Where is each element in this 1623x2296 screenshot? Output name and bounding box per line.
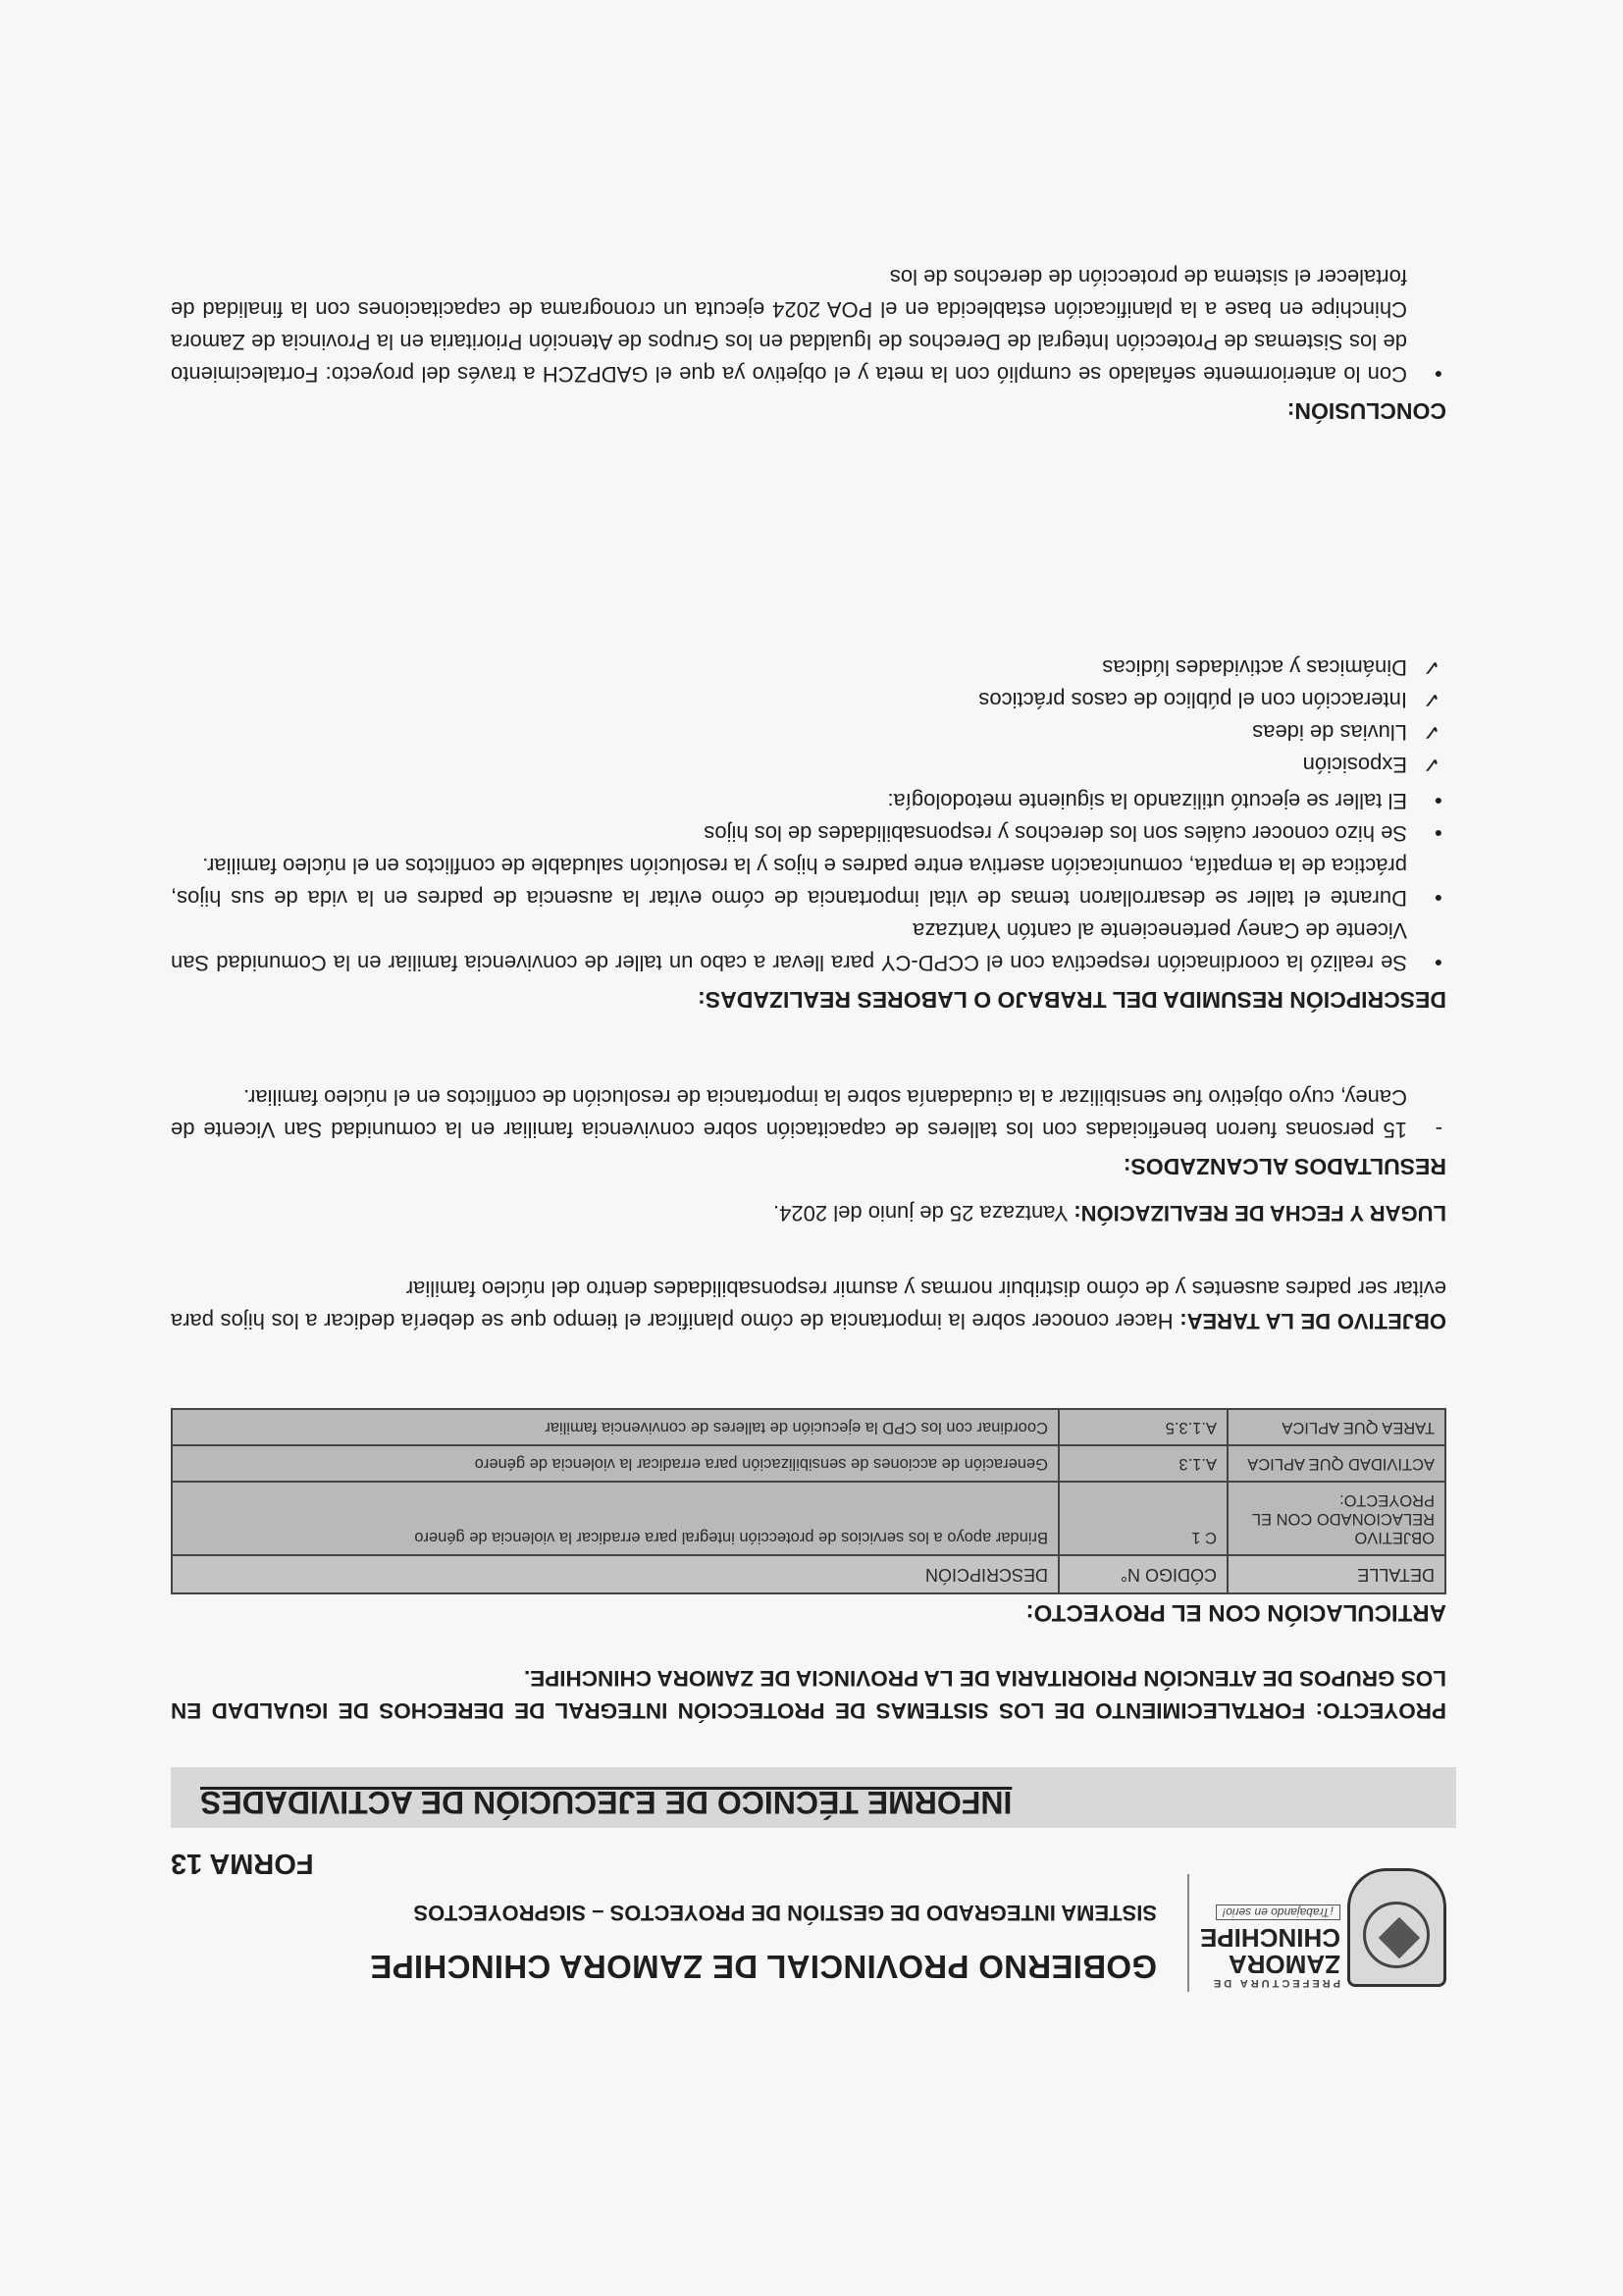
methodology-list [171,652,1446,781]
conclusion-title: CONCLUSIÓN: [1286,398,1446,424]
header-descripcion: DESCRIPCIÓN [172,1555,1059,1593]
description-list [171,785,1446,979]
project-label: PROYECTO: [1315,1698,1446,1723]
articulation-title: ARTICULACIÓN CON EL PROYECTO: [1025,1599,1446,1626]
objective-label: OBJETIVO DE LA TAREA: [1179,1309,1446,1333]
place-date-label: LUGAR Y FECHA DE REALIZACIÓN: [1073,1201,1446,1226]
table-row [172,1445,1445,1482]
description-title: DESCRIPCIÓN RESUMIDA DEL TRABAJO O LABORES REALIZADAS: [698,987,1446,1013]
list-item: ✓ Exposición [171,749,1446,781]
conclusion-list [171,261,1446,391]
results-title: RESULTADOS ALCANZADOS: [1123,1154,1446,1179]
logo-text [1183,1904,1340,1989]
list-item: ✓ Interacción con el público de casos prácticos [171,684,1446,716]
header-detalle: DETALLE [1228,1555,1445,1593]
cell-detalle: TAREA QUE APLICA [1228,1409,1445,1445]
logo-line-2: CHINCHIPE [1199,1923,1340,1953]
description-section [171,652,1446,1016]
table-row [172,1482,1445,1555]
logo-prefix: PREFECTURA DE [1210,1977,1340,1989]
list-item: - 15 personas fueron beneficiadas con los talleres de capacitación sobre convivencia familiar en la comunidad San Vicente de Caney, cuyo objetivo fue sensibilizar a la ciudadanía sobre la importancia de resolución de conflictos en el núcleo familiar. [171,1081,1446,1146]
cell-descripcion: Brindar apoyo a los servicios de protección integral para erradicar la violencia de género [172,1482,1059,1555]
table-row [172,1409,1445,1445]
prefecture-logo [1186,1864,1446,1997]
cell-codigo: C 1 [1059,1482,1228,1555]
objective-section [171,1273,1446,1337]
cell-codigo: A.1.3 [1059,1445,1228,1482]
list-item: ● Se hizo conocer cuáles son los derechos y responsabilidades de los hijos [171,817,1446,850]
list-item: ● Se realizó la coordinación respectiva con el CCPD-CY para llevar a cabo un taller de convivencia familiar en la Comunidad San Vicente de Caney perteneciente al cantón Yantzaza [171,914,1446,979]
place-date-section [171,1197,1446,1229]
cell-detalle: ACTIVIDAD QUE APLICA [1228,1445,1445,1482]
list-item: ✓ Lluvias de ideas [171,716,1446,749]
articulation-table [171,1408,1446,1594]
objective-text: Hacer conocer sobre la importancia de cómo planificar el tiempo que se debería dedicar a los hijos para evitar ser padres ausentes y de cómo distribuir normas y asumir responsabilidades dentro del núcleo familiar [171,1277,1446,1333]
cell-descripcion: Coordinar con los CPD la ejecución de talleres de convivencia familiar [172,1409,1059,1445]
logo-line-1: ZAMORA [1228,1950,1340,1979]
header-codigo: CÓDIGO N° [1059,1555,1228,1593]
results-list [171,1081,1446,1146]
logo-slogan: ¡Trabajando en serio! [1216,1905,1340,1920]
project-text: FORTALECIMIENTO DE LOS SISTEMAS DE PROTECCIÓN INTEGRAL DE DERECHOS DE IGUALDAD EN LOS GRUPOS DE ATENCIÓN PRIORITARIA DE LA PROVINCIA DE ZAMORA CHINCHIPE. [171,1666,1446,1723]
list-item: ✓ Dinámicas y actividades lúdicas [171,652,1446,684]
place-date-text: Yantzaza 25 de junio del 2024. [773,1201,1069,1226]
document-header [171,1771,1446,1997]
conclusion-section [171,261,1446,427]
report-title-band [171,1767,1456,1828]
system-title: SISTEMA INTEGRADO DE GESTIÓN DE PROYECTOS – SIGPROYECTOS [413,1901,1157,1925]
report-title: INFORME TÉCNICO DE EJECUCIÓN DE ACTIVIDADES [200,1785,1013,1820]
list-item: ● El taller se ejecutó utilizando la siguiente metodología: [171,785,1446,817]
header-divider [1187,1874,1189,1992]
coat-of-arms-icon [1347,1868,1446,1987]
cell-detalle: OBJETIVO RELACIONADO CON EL PROYECTO: [1228,1482,1445,1555]
results-section [171,1081,1446,1182]
list-item: ● Durante el taller se desarrollaron temas de vital importancia de cómo evitar la ausencia de padres en la vida de sus hijos, práctica de la empatía, comunicación asertiva entre padres e hijos y la resolución saludable de conflictos en el núcleo familiar. [171,850,1446,914]
project-section [171,1662,1446,1727]
cell-codigo: A.1.3.5 [1059,1409,1228,1445]
list-item: ● Con lo anteriormente señalado se cumplió con la meta y el objetivo ya que el GADPZCH a través del proyecto: Fortalecimiento de los Sistemas de Protección Integral de Derechos de Igualdad en los Grupos de Atención Prioritaria en la Provincia de Zamora Chinchipe en base a la planificación establecida en el POA 2024 ejecuta un cronograma de capacitaciones con la finalidad de fortalecer el sistema de protección de derechos de los [171,261,1446,391]
government-title: GOBIERNO PROVINCIAL DE ZAMORA CHINCHIPE [370,1949,1157,1985]
table-header-row [172,1555,1445,1593]
cell-descripcion: Generación de acciones de sensibilización para erradicar la violencia de género [172,1445,1059,1482]
form-number: FORMA 13 [171,1848,314,1879]
